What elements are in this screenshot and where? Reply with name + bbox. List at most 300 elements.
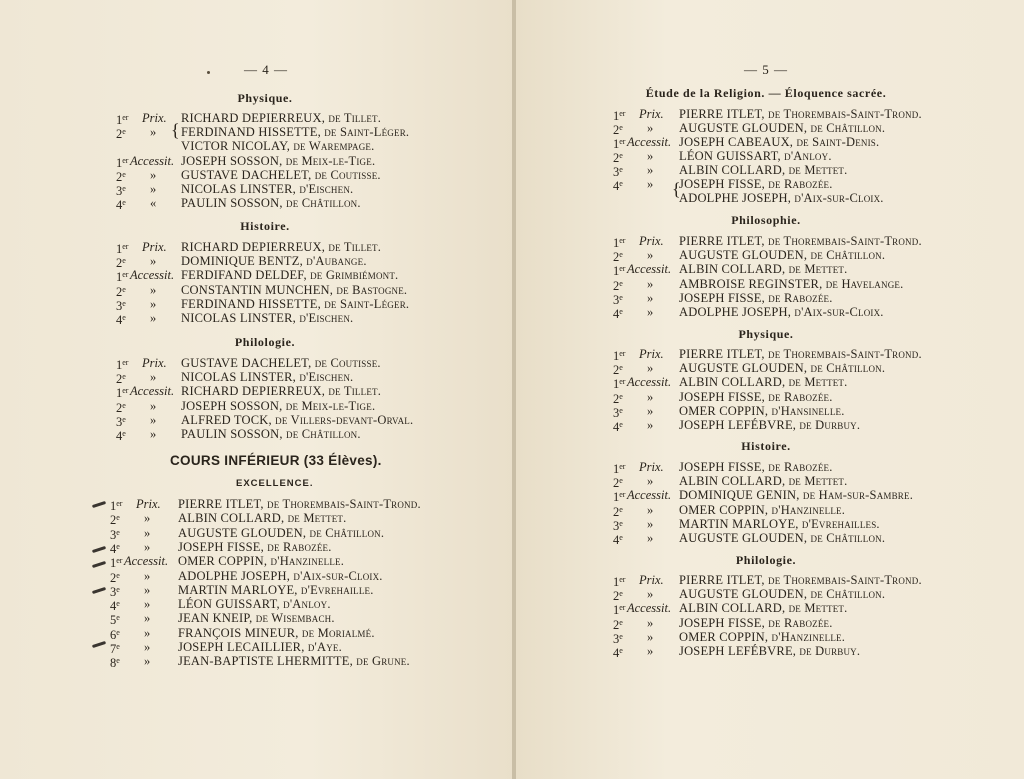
award-type: » — [144, 611, 151, 626]
list-item — [116, 168, 476, 182]
rank-suffix: e — [122, 127, 126, 137]
award-type: » — [150, 412, 157, 427]
award-type: » — [647, 305, 654, 319]
award-type: » — [647, 121, 654, 135]
rank-suffix: e — [619, 179, 623, 188]
award-type: Accessit. — [124, 554, 169, 569]
award-type: Prix. — [136, 497, 161, 511]
student-name: GUSTAVE DACHELET, de Coutisse. — [181, 167, 381, 182]
award-type: » — [647, 403, 654, 418]
student-name: ADOLPHE JOSEPH, d'Aix-sur-Cloix. — [679, 191, 884, 205]
rank-number: 1 — [613, 462, 620, 476]
list-item — [110, 540, 470, 554]
rank-suffix: e — [122, 184, 126, 193]
rank-label — [613, 418, 675, 434]
student-name: JEAN KNEIP, de Wisembach. — [178, 611, 335, 626]
award-type: Prix. — [639, 234, 664, 248]
award-type: » — [647, 474, 654, 489]
rank-number: 1 — [116, 113, 123, 127]
award-type: Prix. — [639, 460, 664, 474]
student-name: DOMINIQUE BENTZ, d'Aubange. — [181, 254, 367, 269]
rank-suffix: e — [619, 617, 623, 627]
award-type: » — [647, 418, 654, 432]
rank-number: 3 — [613, 405, 620, 420]
excellence-title: EXCELLENCE. — [236, 478, 314, 489]
list-item — [116, 370, 476, 387]
student-name: JOSEPH FISSE, de Rabozée. — [679, 389, 833, 404]
award-type: Accessit. — [130, 153, 175, 168]
award-type: » — [647, 389, 654, 404]
rank-number: 2 — [110, 570, 117, 585]
rank-suffix: e — [122, 284, 126, 294]
award-type: » — [150, 370, 157, 385]
list-item — [613, 644, 973, 658]
list-item — [613, 361, 973, 378]
list-item — [116, 111, 476, 125]
award-type: » — [647, 531, 654, 545]
rank-suffix: e — [122, 414, 126, 424]
student-name: LÉON GUISSART, d'Anloy. — [178, 597, 331, 612]
award-type: » — [647, 629, 654, 644]
student-name: FRANÇOIS MINEUR, de Morialmé. — [178, 625, 375, 640]
award-type: » — [150, 182, 157, 196]
rank-suffix: er — [619, 462, 626, 471]
rank-suffix: e — [122, 198, 126, 208]
rank-number: 2 — [110, 513, 117, 528]
award-type: » — [647, 361, 654, 376]
list-item — [613, 404, 973, 418]
rank-number: 4 — [116, 198, 123, 213]
student-name: RICHARD DEPIERREUX, de Tillet. — [181, 240, 382, 254]
rank-number: 4 — [613, 420, 620, 434]
rank-number: 2 — [613, 391, 620, 406]
award-type: Accessit. — [627, 375, 672, 390]
student-name: AUGUSTE GLOUDEN, de Châtillon. — [679, 361, 886, 376]
student-name: CONSTANTIN MUNCHEN, de Bastogne. — [181, 282, 408, 297]
award-type: « — [150, 196, 157, 211]
rank-number: 1 — [110, 556, 117, 571]
award-type: » — [647, 502, 654, 517]
award-type: Accessit. — [627, 488, 672, 503]
list-item — [110, 569, 470, 583]
rank-suffix: er — [116, 556, 123, 566]
rank-number: 2 — [116, 169, 123, 184]
student-name: JOSEPH SOSSON, de Meix-le-Tige. — [181, 398, 376, 413]
pencil-mark-icon — [92, 561, 106, 568]
list-item — [613, 347, 973, 361]
student-name: AMBROISE REGINSTER, de Havelange. — [679, 276, 904, 291]
rank-number: 3 — [613, 292, 620, 307]
student-name: MARTIN MARLOYE, d'Evrehaille. — [178, 582, 374, 597]
list-item — [110, 654, 470, 671]
award-type: Prix. — [639, 573, 664, 587]
list-item — [613, 616, 973, 630]
award-type: » — [150, 167, 157, 182]
student-name: PIERRE ITLET, de Thorembais-Saint-Trond. — [178, 497, 421, 511]
rank-suffix: e — [619, 307, 623, 316]
rank-suffix: er — [619, 575, 626, 584]
award-type: » — [647, 587, 654, 602]
rank-number: 1 — [613, 264, 620, 279]
award-type: » — [144, 539, 151, 554]
rank-label — [613, 531, 675, 547]
student-name: JOSEPH FISSE, de Rabozée. — [679, 290, 833, 305]
award-type: Accessit. — [627, 135, 672, 149]
rank-suffix: e — [619, 504, 623, 514]
rank-number: 2 — [613, 476, 620, 491]
rank-suffix: e — [116, 642, 120, 651]
list-item — [613, 418, 973, 432]
student-name: JOSEPH SOSSON, de Meix-le-Tige. — [181, 153, 376, 168]
right-page — [516, 0, 1024, 779]
rank-suffix: er — [619, 349, 626, 358]
student-name: PIERRE ITLET, de Thorembais-Saint-Trond. — [679, 107, 922, 121]
award-type: Prix. — [639, 107, 664, 121]
rank-suffix: e — [122, 169, 126, 179]
list-item — [110, 597, 470, 614]
student-name: JOSEPH FISSE, de Rabozée. — [679, 615, 833, 630]
student-name: JOSEPH LEFÉBVRE, de Durbuy. — [679, 418, 861, 432]
list-item — [613, 121, 973, 135]
student-name: AUGUSTE GLOUDEN, de Châtillon. — [679, 531, 886, 545]
rank-number: 2 — [613, 589, 620, 604]
rank-suffix: er — [122, 155, 129, 165]
list-item — [116, 384, 476, 401]
rank-number: 4 — [613, 646, 620, 660]
student-name: ALBIN COLLARD, de Mettet. — [679, 601, 848, 616]
rank-suffix: er — [122, 113, 129, 122]
student-name: OMER COPPIN, d'Hansinelle. — [679, 403, 845, 418]
student-name: ADOLPHE JOSEPH, d'Aix-sur-Cloix. — [178, 568, 383, 583]
rank-suffix: e — [116, 613, 120, 623]
student-name: OMER COPPIN, d'Hanzinelle. — [679, 502, 846, 517]
rank-suffix: e — [619, 646, 623, 655]
rank-number: 2 — [116, 284, 123, 299]
list-item — [110, 511, 470, 528]
rank-number: 1 — [613, 603, 620, 618]
rank-number: 1 — [116, 155, 123, 170]
list-item — [613, 573, 973, 587]
list-item — [116, 283, 476, 297]
rank-suffix: e — [122, 313, 126, 322]
rank-suffix: e — [619, 391, 623, 401]
list-item — [613, 177, 973, 191]
list-item — [613, 262, 973, 279]
rank-number: 2 — [613, 363, 620, 378]
rank-number: 6 — [110, 627, 117, 642]
award-type: » — [144, 654, 151, 669]
rank-suffix: e — [116, 656, 120, 666]
rank-label — [116, 311, 178, 327]
rank-number: 4 — [116, 429, 123, 443]
list-item — [110, 626, 470, 640]
rank-number: 3 — [116, 414, 123, 429]
rank-number: 3 — [613, 518, 620, 533]
rank-suffix: e — [116, 599, 120, 609]
rank-suffix: e — [619, 123, 623, 132]
award-type: » — [647, 149, 654, 163]
rank-suffix: e — [619, 589, 623, 599]
rank-suffix: e — [619, 476, 623, 486]
list-item — [613, 474, 973, 491]
student-name: PIERRE ITLET, de Thorembais-Saint-Trond. — [679, 347, 922, 361]
student-name: FERDINAND HISSETTE, de Saint-Léger. — [181, 125, 410, 140]
award-type: » — [647, 644, 654, 658]
pencil-mark-icon — [92, 641, 106, 648]
cours-inferieur-title: COURS INFÉRIEUR (33 Élèves). — [170, 453, 382, 468]
student-name: PAULIN SOSSON, de Châtillon. — [181, 196, 361, 211]
rank-number: 3 — [116, 184, 123, 198]
student-name: ALBIN COLLARD, de Mettet. — [178, 511, 347, 526]
list-item — [613, 517, 973, 531]
list-item — [116, 427, 476, 441]
rank-number: 4 — [613, 307, 620, 321]
rank-number: 1 — [613, 109, 620, 123]
award-type: » — [647, 177, 654, 191]
award-type: » — [647, 516, 654, 531]
section-title-histoire: Histoire. — [741, 439, 791, 453]
rank-suffix: e — [116, 584, 120, 594]
student-name: AUGUSTE GLOUDEN, de Châtillon. — [679, 121, 886, 135]
rank-label — [116, 196, 178, 212]
list-item — [110, 526, 470, 540]
rank-number: 1 — [116, 242, 123, 256]
rank-number: 2 — [116, 372, 123, 387]
list-item — [613, 601, 973, 618]
section-title-histoire: Histoire. — [240, 219, 290, 233]
student-name: ALBIN COLLARD, de Mettet. — [679, 375, 848, 390]
list-item — [613, 163, 973, 177]
list-item — [116, 297, 476, 311]
rank-number: 2 — [613, 617, 620, 632]
section-title-philosophie: Philosophie. — [731, 213, 801, 227]
rank-suffix: er — [116, 499, 123, 508]
list-item — [613, 531, 973, 545]
rank-number: 3 — [110, 527, 117, 542]
award-type: » — [647, 163, 654, 177]
student-name: OMER COPPIN, d'Hanzinelle. — [178, 554, 345, 569]
rank-label — [116, 427, 178, 443]
list-item — [613, 149, 973, 163]
rank-suffix: e — [619, 278, 623, 288]
rank-suffix: e — [116, 541, 120, 551]
award-type: » — [144, 511, 151, 526]
list-item — [110, 611, 470, 628]
rank-suffix: e — [619, 151, 623, 160]
rank-suffix: e — [619, 292, 623, 302]
rank-suffix: e — [619, 363, 623, 373]
rank-suffix: e — [619, 420, 623, 429]
rank-label — [613, 644, 675, 660]
student-name: NICOLAS LINSTER, d'Eischen. — [181, 311, 354, 325]
rank-suffix: er — [122, 242, 129, 251]
student-name: FERDIFAND DELDEF, de Grimbiémont. — [181, 268, 399, 283]
award-type: » — [144, 625, 151, 640]
brace-icon: { — [672, 179, 681, 199]
award-type: » — [150, 254, 157, 269]
student-name: MARTIN MARLOYE, d'Evrehailles. — [679, 516, 880, 531]
rank-suffix: er — [619, 490, 626, 500]
rank-suffix: e — [122, 429, 126, 438]
rank-number: 2 — [613, 250, 620, 265]
award-type: Accessit. — [627, 262, 672, 277]
student-name: PAULIN SOSSON, de Châtillon. — [181, 427, 361, 441]
award-type: » — [647, 615, 654, 630]
list-item — [116, 413, 476, 427]
student-name: DOMINIQUE GENIN, de Ham-sur-Sambre. — [679, 488, 914, 503]
award-type: Prix. — [142, 111, 167, 125]
student-name: RICHARD DEPIERREUX, de Tillet. — [181, 111, 382, 125]
rank-number: 4 — [110, 599, 117, 614]
student-name: FERDINAND HISSETTE, de Saint-Léger. — [181, 296, 410, 311]
section-title-physique: Physique. — [738, 327, 794, 341]
list-item — [116, 268, 476, 285]
student-name: NICOLAS LINSTER, d'Eischen. — [181, 182, 354, 196]
rank-suffix: e — [116, 627, 120, 637]
award-type: Prix. — [142, 240, 167, 254]
award-type: » — [150, 125, 157, 140]
rank-number: 1 — [116, 270, 123, 285]
student-name: RICHARD DEPIERREUX, de Tillet. — [181, 384, 382, 399]
student-name: JEAN-BAPTISTE LHERMITTE, de Grune. — [178, 654, 410, 669]
rank-number: 1 — [613, 575, 620, 589]
student-name: JOSEPH LEFÉBVRE, de Durbuy. — [679, 644, 861, 658]
rank-number: 1 — [613, 236, 620, 250]
student-name: PIERRE ITLET, de Thorembais-Saint-Trond. — [679, 234, 922, 248]
rank-number: 1 — [116, 358, 123, 372]
award-type: » — [647, 290, 654, 305]
rank-suffix: er — [619, 603, 626, 613]
award-type: » — [150, 296, 157, 311]
student-name: GUSTAVE DACHELET, de Coutisse. — [181, 356, 381, 370]
rank-number: 1 — [110, 499, 117, 513]
rank-suffix: e — [122, 298, 126, 308]
student-name: ADOLPHE JOSEPH, d'Aix-sur-Cloix. — [679, 305, 884, 319]
rank-number: 1 — [116, 386, 123, 401]
award-type: Prix. — [639, 347, 664, 361]
award-type: Accessit. — [130, 384, 175, 399]
list-item — [613, 135, 973, 149]
rank-number: 3 — [110, 584, 117, 599]
student-name: ALBIN COLLARD, de Mettet. — [679, 474, 848, 489]
student-name: ALFRED TOCK, de Villers-devant-Orval. — [181, 412, 414, 427]
rank-number: 2 — [613, 123, 620, 137]
student-name: ALBIN COLLARD, de Mettet. — [679, 262, 848, 277]
rank-number: 5 — [110, 613, 117, 628]
award-type: » — [150, 282, 157, 297]
rank-suffix: e — [116, 513, 120, 523]
rank-number: 2 — [613, 504, 620, 519]
ink-speck — [207, 71, 210, 74]
rank-number: 2 — [116, 127, 123, 142]
rank-suffix: e — [116, 527, 120, 537]
rank-suffix: e — [619, 250, 623, 260]
rank-number: 4 — [110, 541, 117, 556]
rank-suffix: e — [619, 405, 623, 415]
student-name: AUGUSTE GLOUDEN, de Châtillon. — [178, 525, 385, 540]
page-number: — 5 — — [744, 62, 788, 77]
award-type: » — [144, 582, 151, 597]
list-item — [613, 587, 973, 604]
award-type: Prix. — [142, 356, 167, 370]
student-name: JOSEPH FISSE, de Rabozée. — [178, 539, 332, 554]
award-type: » — [144, 597, 151, 612]
rank-number: 4 — [613, 179, 620, 193]
list-item — [116, 182, 476, 196]
student-name: LÉON GUISSART, d'Anloy. — [679, 149, 832, 163]
rank-suffix: er — [619, 137, 626, 146]
rank-number: 8 — [110, 656, 117, 671]
rank-number: 1 — [613, 137, 620, 151]
page-number: — 4 — — [244, 62, 288, 77]
list-item — [116, 311, 476, 325]
student-name: PIERRE ITLET, de Thorembais-Saint-Trond. — [679, 573, 922, 587]
rank-number: 3 — [116, 298, 123, 313]
rank-number: 4 — [613, 533, 620, 547]
award-type: Accessit. — [130, 268, 175, 283]
list-item — [613, 488, 973, 505]
student-name: JOSEPH LECAILLIER, d'Aye. — [178, 640, 342, 654]
student-name: NICOLAS LINSTER, d'Eischen. — [181, 370, 354, 385]
list-item — [116, 196, 476, 213]
award-type: » — [144, 640, 151, 654]
rank-suffix: e — [116, 570, 120, 580]
list-item — [116, 125, 476, 142]
rank-suffix: e — [122, 256, 126, 266]
rank-suffix: er — [619, 236, 626, 245]
list-item — [116, 154, 476, 168]
rank-suffix: e — [619, 533, 623, 542]
award-type: » — [144, 525, 151, 540]
award-type: » — [647, 248, 654, 263]
rank-suffix: er — [122, 386, 129, 396]
rank-suffix: e — [619, 631, 623, 641]
rank-suffix: e — [619, 518, 623, 528]
rank-label — [110, 654, 172, 670]
list-item — [110, 554, 470, 571]
list-item — [613, 305, 973, 319]
section-title-philologie: Philologie. — [234, 335, 296, 349]
rank-suffix: e — [122, 400, 126, 410]
award-type: » — [150, 427, 157, 441]
rank-label — [613, 305, 675, 321]
rank-suffix: e — [122, 372, 126, 382]
rank-number: 2 — [116, 400, 123, 415]
list-item — [116, 139, 476, 153]
rank-suffix: er — [122, 358, 129, 367]
rank-number: 7 — [110, 642, 117, 656]
award-type: » — [150, 311, 157, 325]
section-title-philologie: Philologie. — [735, 553, 797, 567]
award-type: » — [150, 398, 157, 413]
student-name: ALBIN COLLARD, de Mettet. — [679, 163, 848, 177]
list-item — [613, 191, 973, 205]
brace-icon: { — [171, 120, 180, 140]
rank-number: 2 — [613, 278, 620, 293]
list-item — [613, 277, 973, 291]
list-item — [613, 234, 973, 248]
award-type: » — [144, 568, 151, 583]
section-title-religion: Étude de la Religion. — Éloquence sacrée. — [645, 86, 887, 100]
list-item — [116, 399, 476, 413]
rank-number: 3 — [613, 631, 620, 646]
award-type: » — [647, 276, 654, 291]
rank-suffix: er — [619, 377, 626, 387]
rank-number: 2 — [116, 256, 123, 271]
list-item — [110, 583, 470, 597]
list-item — [613, 107, 973, 121]
pencil-mark-icon — [92, 546, 106, 553]
